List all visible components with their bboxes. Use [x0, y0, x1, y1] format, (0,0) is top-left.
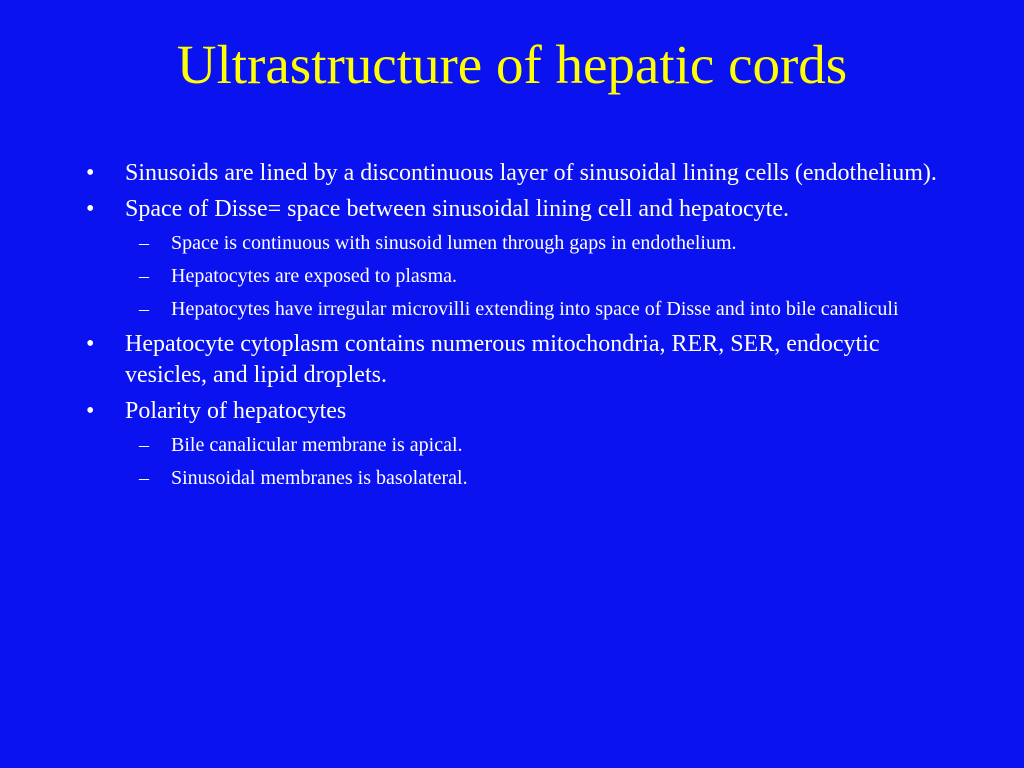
bullet-marker: •: [86, 331, 95, 357]
sub-bullet-marker: –: [139, 232, 149, 254]
bullet-item-4: [86, 396, 946, 427]
bullet-text: Polarity of hepatocytes: [125, 398, 347, 424]
sub-bullet-text: Space is continuous with sinusoid lumen through gaps in endothelium.: [171, 232, 737, 254]
bullet-item-3: [86, 329, 946, 391]
bullet-item-2: [86, 194, 946, 225]
bullet-item-1: [86, 158, 946, 189]
sub-bullet-text: Hepatocytes have irregular microvilli extending into space of Disse and into bile canaliculi: [171, 298, 899, 320]
sub-bullet-item-5: [86, 465, 946, 491]
bullet-list: [86, 158, 946, 498]
sub-bullet-marker: –: [139, 467, 149, 489]
bullet-text: Sinusoids are lined by a discontinuous layer of sinusoidal lining cells (endothelium).: [125, 160, 937, 186]
bullet-text: Space of Disse= space between sinusoidal lining cell and hepatocyte.: [125, 196, 789, 222]
sub-bullet-marker: –: [139, 298, 149, 320]
sub-bullet-item-1: [86, 230, 946, 256]
sub-bullet-text: Bile canalicular membrane is apical.: [171, 434, 463, 456]
sub-bullet-item-4: [86, 432, 946, 458]
sub-bullet-text: Sinusoidal membranes is basolateral.: [171, 467, 468, 489]
sub-bullet-marker: –: [139, 265, 149, 287]
sub-bullet-marker: –: [139, 434, 149, 456]
sub-bullet-item-2: [86, 263, 946, 289]
bullet-marker: •: [86, 196, 95, 222]
bullet-text: Hepatocyte cytoplasm contains numerous mitochondria, RER, SER, endocytic vesicles, and lipid droplets.: [125, 331, 880, 388]
bullet-marker: •: [86, 398, 95, 424]
sub-bullet-text: Hepatocytes are exposed to plasma.: [171, 265, 458, 287]
slide-title: Ultrastructure of hepatic cords: [176, 34, 848, 95]
sub-bullet-item-3: [86, 296, 946, 322]
bullet-marker: •: [86, 160, 95, 186]
